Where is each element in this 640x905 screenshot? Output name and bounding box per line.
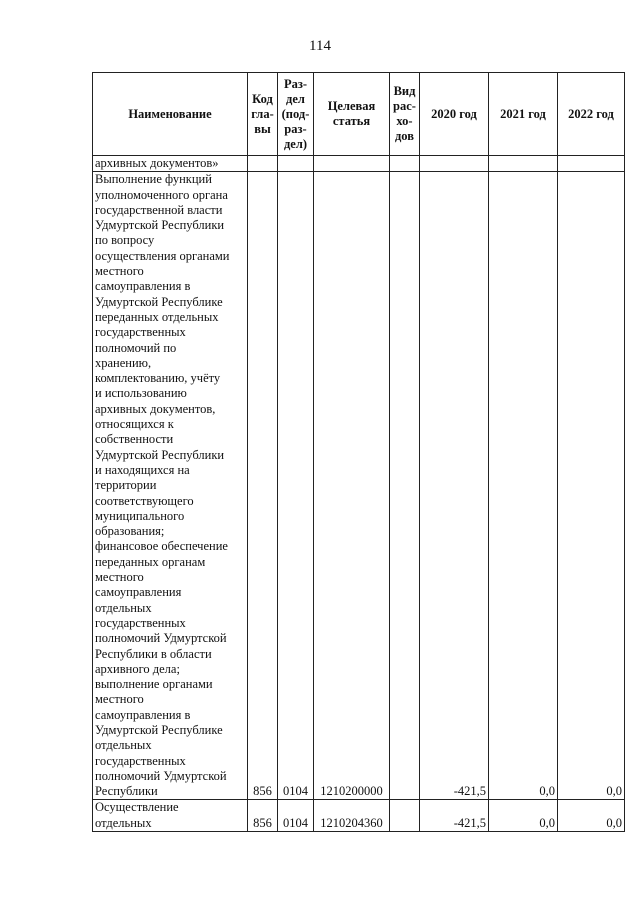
row-2022 xyxy=(558,156,625,172)
row-2021 xyxy=(489,156,558,172)
header-2020: 2020 год xyxy=(420,73,489,156)
budget-table xyxy=(92,72,625,832)
table-row xyxy=(93,172,625,800)
table-row xyxy=(93,156,625,172)
row-2020 xyxy=(420,156,489,172)
row-section: 0104 xyxy=(278,172,314,800)
row-2020: -421,5 xyxy=(420,172,489,800)
row-section: 0104 xyxy=(278,800,314,832)
row-expense-type xyxy=(390,156,420,172)
row-2022: 0,0 xyxy=(558,800,625,832)
row-2021: 0,0 xyxy=(489,800,558,832)
row-target-item xyxy=(314,156,390,172)
header-chapter-code: Код гла- вы xyxy=(248,73,278,156)
header-row xyxy=(93,73,625,156)
row-name: Выполнение функций уполномоченного органа государственной власти Удмуртской Республики по вопросу осуществления органами местного самоуправления в Удмуртской Республике переданных отдельных государственных полномочий по хранению, комплектованию, учёту и использованию архивных документов, относящихся к собственности Удмуртской Республики и находящихся на территории соответствующего муниципального образования; финансовое обеспечение переданных органам местного самоуправления отдельных государственных полномочий Удмуртской Республики в области архивного дела; выполнение органами местного самоуправления в Удмуртской Республике отдельных государственных полномочий Удмуртской Республики xyxy=(93,172,248,800)
row-name: архивных документов» xyxy=(93,156,248,172)
header-2022: 2022 год xyxy=(558,73,625,156)
row-2020: -421,5 xyxy=(420,800,489,832)
table-row xyxy=(93,800,625,832)
row-chapter-code xyxy=(248,156,278,172)
row-2021: 0,0 xyxy=(489,172,558,800)
row-name: Осуществление отдельных xyxy=(93,800,248,832)
page-number: 114 xyxy=(309,38,331,54)
row-2022: 0,0 xyxy=(558,172,625,800)
header-2021: 2021 год xyxy=(489,73,558,156)
header-name: Наименование xyxy=(93,73,248,156)
row-target-item: 1210200000 xyxy=(314,172,390,800)
row-target-item: 1210204360 xyxy=(314,800,390,832)
row-expense-type xyxy=(390,172,420,800)
header-expense-type: Вид рас- хо- дов xyxy=(390,73,420,156)
row-chapter-code: 856 xyxy=(248,800,278,832)
row-section xyxy=(278,156,314,172)
row-chapter-code: 856 xyxy=(248,172,278,800)
row-expense-type xyxy=(390,800,420,832)
header-target-item: Целевая статья xyxy=(314,73,390,156)
header-section: Раз- дел (под- раз- дел) xyxy=(278,73,314,156)
